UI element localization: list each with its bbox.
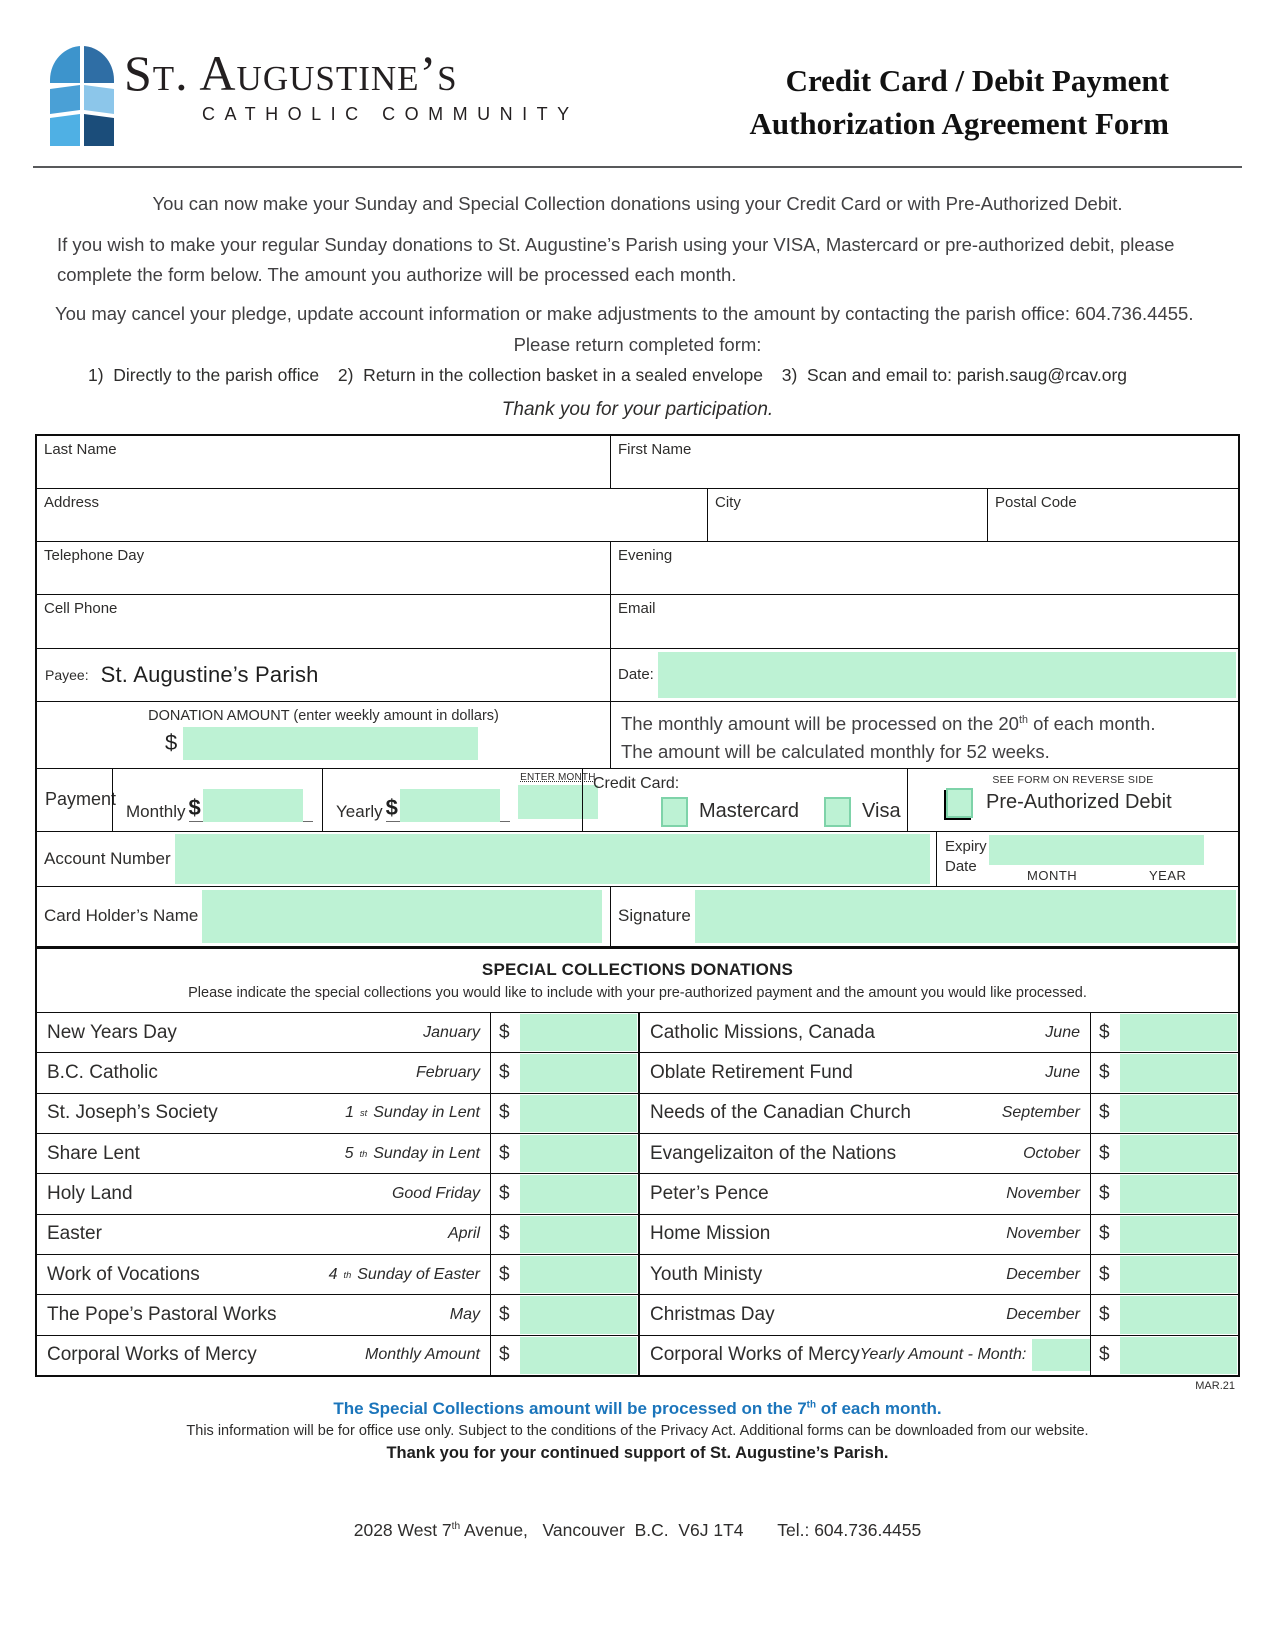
- collection-amount-cell: [1090, 1013, 1238, 1052]
- dollar-sign: $: [1099, 1021, 1110, 1043]
- collection-date: February: [415, 1063, 480, 1081]
- evening-cell: [610, 542, 1238, 594]
- collection-amount-cell: [1090, 1255, 1238, 1294]
- mastercard-checkbox[interactable]: [661, 797, 688, 827]
- payment-label-cell: [37, 769, 117, 831]
- collection-name-cell: [37, 1255, 490, 1294]
- pre-authorized-debit-option: [946, 788, 1238, 818]
- processing-note-1: The monthly amount will be processed on the 20th of each month.: [621, 712, 1156, 734]
- name-row: [37, 436, 1238, 488]
- payee-value: St. Augustine’s Parish: [100, 661, 319, 687]
- form-version: MAR.21: [1195, 1379, 1235, 1392]
- cell-email-row: [37, 594, 1238, 648]
- dollar-sign: $: [499, 1182, 510, 1204]
- collection-amount-cell: [490, 1336, 638, 1375]
- collection-name-cell: [37, 1336, 490, 1375]
- participation-thanks: Thank you for your participation.: [501, 398, 774, 420]
- form-title-line1: Credit Card / Debit Payment: [785, 63, 1169, 98]
- form-title-line2: Authorization Agreement Form: [749, 105, 1169, 141]
- collection-name-cell: [37, 1174, 490, 1213]
- cardholder-signature-row: [37, 886, 1238, 946]
- dollar-sign: $: [1099, 1303, 1110, 1325]
- form-title: [749, 60, 1169, 146]
- last-name-cell: [37, 436, 610, 488]
- collection-name-cell: [638, 1215, 1090, 1254]
- collection-name: New Years Day: [47, 1021, 177, 1043]
- collection-date: 4 th Sunday of Easter: [328, 1265, 480, 1283]
- amount-field[interactable]: [520, 1054, 637, 1091]
- collection-amount-cell: [1090, 1336, 1238, 1375]
- date-label: Date:: [618, 666, 654, 684]
- dollar-sign: $: [1099, 1061, 1110, 1083]
- collection-amount-cell: [490, 1174, 638, 1213]
- address-label: Address: [44, 493, 100, 511]
- visa-checkbox[interactable]: [824, 797, 851, 827]
- collection-amount-cell: [490, 1134, 638, 1173]
- special-collection-row: [37, 1294, 1238, 1334]
- collection-amount-cell: [1090, 1295, 1238, 1334]
- collection-name-cell: [37, 1295, 490, 1334]
- date-cell: [610, 649, 1238, 701]
- collection-name: Holy Land: [47, 1182, 133, 1204]
- parish-brand: [50, 46, 579, 151]
- return-options: [88, 365, 1127, 386]
- dollar-sign: $: [1099, 1182, 1110, 1204]
- header-divider: [33, 166, 1242, 168]
- return-option-1: 1) Directly to the parish office: [88, 364, 320, 385]
- visa-label: Visa: [862, 800, 901, 823]
- special-collection-row: [37, 1012, 1238, 1052]
- expiry-date-cell: [936, 832, 1238, 886]
- yearly-amount-field[interactable]: [400, 789, 500, 822]
- return-heading: Please return completed form:: [513, 333, 762, 355]
- collection-date: December: [1006, 1305, 1080, 1323]
- monthly-label: Monthly: [126, 801, 186, 821]
- dollar-sign: $: [1099, 1263, 1110, 1285]
- collection-amount-cell: [490, 1013, 638, 1052]
- dollar-sign: $: [499, 1142, 510, 1164]
- collection-name-cell: [638, 1013, 1090, 1052]
- amount-field[interactable]: [520, 1216, 637, 1253]
- special-collection-row: [37, 1214, 1238, 1254]
- dollar-sign: $: [499, 1061, 510, 1083]
- donation-amount-row: [37, 701, 1238, 768]
- parish-address: 2028 West 7th Avenue, Vancouver B.C. V6J 1T4 Tel.: 604.736.4455: [353, 1519, 922, 1540]
- intro-line3: You may cancel your pledge, update account information or make adjustments to the amount by contacting the parish office: 604.736.4455.: [55, 302, 1194, 324]
- processing-notes-cell: [610, 702, 1238, 768]
- collection-name-cell: [37, 1053, 490, 1092]
- pre-authorized-debit-cell: [907, 769, 1238, 831]
- support-thanks: Thank you for your continued support of St. Augustine’s Parish.: [386, 1443, 889, 1462]
- collection-date: November: [1006, 1225, 1080, 1243]
- collection-name: Easter: [47, 1223, 102, 1245]
- dollar-sign: $: [1099, 1223, 1110, 1245]
- dollar-sign: $: [499, 1223, 510, 1245]
- amount-field[interactable]: [520, 1256, 637, 1293]
- pre-authorized-debit-label: Pre-Authorized Debit: [986, 791, 1172, 814]
- credit-card-cell: [582, 769, 907, 831]
- telephone-row: [37, 541, 1238, 594]
- dollar-sign: $: [385, 794, 398, 820]
- payment-label: Payment: [45, 789, 117, 810]
- postal-code-cell: [987, 489, 1238, 541]
- collection-name: Evangelizaiton of the Nations: [650, 1142, 897, 1164]
- address-row: [37, 488, 1238, 541]
- yearly-amount-line: [323, 769, 510, 831]
- donation-amount-line: [165, 727, 610, 760]
- telephone-day-label: Telephone Day: [44, 546, 145, 564]
- special-collection-row: [37, 1052, 1238, 1092]
- collection-name: Youth Ministy: [650, 1263, 763, 1285]
- collection-name: Catholic Missions, Canada: [650, 1021, 875, 1043]
- telephone-day-cell: [37, 542, 610, 594]
- collection-date: Monthly Amount: [364, 1346, 480, 1364]
- collection-amount-cell: [1090, 1053, 1238, 1092]
- expiry-month-label: MONTH: [1027, 867, 1078, 883]
- dollar-sign: $: [499, 1102, 510, 1124]
- collection-name: St. Joseph’s Society: [47, 1102, 218, 1124]
- special-collections-note: The Special Collections amount will be processed on the 7th of each month.: [333, 1398, 942, 1418]
- last-name-label: Last Name: [44, 440, 117, 458]
- monthly-amount-line: [189, 789, 313, 822]
- amount-field[interactable]: [520, 1095, 637, 1132]
- special-collections-rows: [37, 1012, 1238, 1375]
- collection-date: November: [1006, 1184, 1080, 1202]
- expiry-date-label: [945, 837, 987, 878]
- collection-amount-cell: [1090, 1174, 1238, 1213]
- processing-notes: [611, 702, 1161, 766]
- payment-form-table: [35, 434, 1240, 1377]
- dollar-sign: $: [1099, 1142, 1110, 1164]
- payment-row: [37, 768, 1238, 831]
- collection-date: December: [1006, 1265, 1080, 1283]
- date-field[interactable]: [658, 652, 1236, 698]
- enter-month-label: ENTER MONTH: [520, 771, 596, 783]
- amount-field[interactable]: [1120, 1135, 1237, 1172]
- amount-field[interactable]: [1120, 1337, 1237, 1374]
- parish-name: St. Augustine’s: [124, 45, 458, 101]
- collection-name: Home Mission: [650, 1223, 771, 1245]
- intro-line1: You can now make your Sunday and Special Collection donations using your Credit Card or with Pre-Authorized Debit.: [152, 193, 1123, 214]
- card-holder-cell: [37, 887, 610, 946]
- address-cell: [37, 489, 707, 541]
- collection-name-cell: [37, 1134, 490, 1173]
- amount-field[interactable]: [520, 1014, 637, 1051]
- collection-name-cell: [638, 1255, 1090, 1294]
- amount-field[interactable]: [1120, 1014, 1237, 1051]
- collection-amount-cell: [490, 1053, 638, 1092]
- yearly-label: Yearly: [336, 801, 383, 821]
- payee-label: Payee:: [45, 666, 89, 683]
- collection-amount-cell: [490, 1094, 638, 1133]
- see-reverse-label: SEE FORM ON REVERSE SIDE: [992, 773, 1154, 786]
- collection-name: Oblate Retirement Fund: [650, 1061, 853, 1083]
- cell-phone-label: Cell Phone: [44, 599, 118, 617]
- amount-field[interactable]: [520, 1135, 637, 1172]
- amount-field[interactable]: [1120, 1095, 1237, 1132]
- special-collections-heading: SPECIAL COLLECTIONS DONATIONS: [481, 959, 794, 979]
- amount-field[interactable]: [1120, 1175, 1237, 1212]
- collection-name: The Pope’s Pastoral Works: [47, 1303, 277, 1325]
- email-label: Email: [618, 599, 656, 617]
- monthly-amount-field[interactable]: [203, 789, 303, 822]
- collection-name-cell: [638, 1053, 1090, 1092]
- return-option-2: 2) Return in the collection basket in a sealed envelope: [337, 364, 764, 385]
- collection-date: Yearly Amount - Month:: [860, 1339, 1090, 1371]
- collection-name: Peter’s Pence: [650, 1182, 769, 1204]
- collection-name-cell: [37, 1094, 490, 1133]
- collection-name-cell: [638, 1295, 1090, 1334]
- collection-date: June: [1045, 1063, 1080, 1081]
- brand-text: [124, 46, 579, 125]
- collection-date: April: [447, 1225, 480, 1243]
- account-expiry-row: [37, 831, 1238, 886]
- collection-amount-cell: [1090, 1134, 1238, 1173]
- dollar-sign: $: [1099, 1344, 1110, 1366]
- collection-name: Christmas Day: [650, 1303, 775, 1325]
- collection-date: 5 th Sunday in Lent: [344, 1144, 480, 1162]
- special-collection-row: [37, 1254, 1238, 1294]
- email-cell: [610, 595, 1238, 648]
- pre-authorized-debit-checkbox[interactable]: [946, 788, 973, 818]
- collection-name-cell: [638, 1094, 1090, 1133]
- collection-name: Work of Vocations: [47, 1263, 200, 1285]
- collection-name-cell: [37, 1215, 490, 1254]
- collection-name-cell: [638, 1174, 1090, 1213]
- church-window-logo-icon: [50, 46, 114, 151]
- evening-label: Evening: [618, 546, 673, 564]
- cell-phone-cell: [37, 595, 610, 648]
- amount-field[interactable]: [520, 1175, 637, 1212]
- special-collections-subheading: Please indicate the special collections you would like to include with your pre-authorized payment and the amount you would like processed.: [188, 984, 1087, 1001]
- dollar-sign: $: [499, 1344, 510, 1366]
- collection-amount-cell: [1090, 1215, 1238, 1254]
- collection-name-cell: [638, 1134, 1090, 1173]
- amount-field[interactable]: [520, 1296, 637, 1333]
- collection-amount-cell: [490, 1295, 638, 1334]
- collection-amount-cell: [490, 1215, 638, 1254]
- dollar-sign: $: [188, 794, 201, 820]
- collection-name: B.C. Catholic: [47, 1061, 158, 1083]
- donation-amount-heading: DONATION AMOUNT (enter weekly amount in dollars): [148, 707, 499, 724]
- account-number-label: Account Number: [44, 848, 171, 868]
- dollar-sign: $: [1099, 1102, 1110, 1124]
- payee-date-row: [37, 648, 1238, 701]
- signature-cell: [610, 887, 1238, 946]
- signature-label: Signature: [618, 906, 691, 926]
- special-collection-row: [37, 1133, 1238, 1173]
- collection-name: Corporal Works of Mercy: [650, 1344, 860, 1366]
- first-name-cell: [610, 436, 1238, 488]
- account-number-cell: [37, 832, 936, 886]
- collection-date: Good Friday: [391, 1184, 480, 1202]
- yearly-cell: [322, 769, 596, 831]
- header: [0, 0, 1275, 151]
- collection-name: Needs of the Canadian Church: [650, 1102, 911, 1124]
- return-option-3: 3) Scan and email to: parish.saug@rcav.org: [781, 364, 1127, 385]
- dollar-sign: $: [499, 1303, 510, 1325]
- city-cell: [707, 489, 987, 541]
- amount-field[interactable]: [1120, 1054, 1237, 1091]
- month-field[interactable]: [1032, 1339, 1090, 1371]
- collection-date: 1 st Sunday in Lent: [345, 1104, 480, 1122]
- amount-field[interactable]: [1120, 1216, 1237, 1253]
- collection-name: Corporal Works of Mercy: [47, 1344, 257, 1366]
- yearly-money: [386, 789, 510, 822]
- signature-field[interactable]: [695, 890, 1236, 943]
- intro-line2: If you wish to make your regular Sunday donations to St. Augustine’s Parish using your VISA, Mastercard or pre-authorized debit, please complete the form below. The amount you authorize will be processed each month.: [57, 234, 1175, 285]
- privacy-note: This information will be for office use only. Subject to the conditions of the Privacy Act. Additional forms can be downloaded from our website.: [186, 1422, 1089, 1439]
- collection-date: June: [1045, 1023, 1080, 1041]
- collection-date: May: [449, 1305, 480, 1323]
- mastercard-label: Mastercard: [699, 800, 800, 823]
- first-name-label: First Name: [618, 440, 692, 458]
- amount-field[interactable]: [1120, 1296, 1237, 1333]
- collection-amount-cell: [490, 1255, 638, 1294]
- special-collection-row: [37, 1093, 1238, 1133]
- credit-card-label: Credit Card:: [593, 774, 680, 792]
- collection-date: October: [1023, 1144, 1080, 1162]
- parish-subtitle: CATHOLIC COMMUNITY: [202, 104, 579, 124]
- collection-name-cell: [37, 1013, 490, 1052]
- card-type-options: [661, 797, 907, 827]
- payee-cell: [37, 649, 610, 701]
- weekly-amount-field[interactable]: [183, 727, 478, 760]
- card-holder-name-field[interactable]: [202, 890, 602, 943]
- special-collection-row: [37, 1173, 1238, 1213]
- card-holder-label: Card Holder’s Name: [44, 906, 199, 926]
- collection-date: September: [1001, 1104, 1080, 1122]
- postal-code-label: Postal Code: [995, 493, 1077, 511]
- date-word: Date: [945, 858, 977, 876]
- dollar-sign: $: [499, 1021, 510, 1043]
- city-label: City: [715, 493, 741, 511]
- dollar-sign: $: [499, 1263, 510, 1285]
- processing-note-2: The amount will be calculated monthly for 52 weeks.: [621, 740, 1050, 762]
- amount-field[interactable]: [1120, 1256, 1237, 1293]
- collection-name-cell: [638, 1336, 1090, 1375]
- dollar-sign: $: [165, 730, 178, 756]
- special-collection-row: [37, 1335, 1238, 1375]
- monthly-cell: [112, 769, 322, 831]
- amount-field[interactable]: [520, 1337, 637, 1374]
- collection-name: Share Lent: [47, 1142, 140, 1164]
- expiry-date-field[interactable]: [989, 835, 1204, 865]
- collection-amount-cell: [1090, 1094, 1238, 1133]
- collection-date: January: [423, 1023, 480, 1041]
- expiry-year-label: YEAR: [1149, 867, 1187, 883]
- special-collections-header: [37, 946, 1238, 1012]
- donation-amount-cell: [37, 702, 610, 768]
- account-number-field[interactable]: [175, 834, 930, 884]
- expiry-word: Expiry: [945, 837, 987, 855]
